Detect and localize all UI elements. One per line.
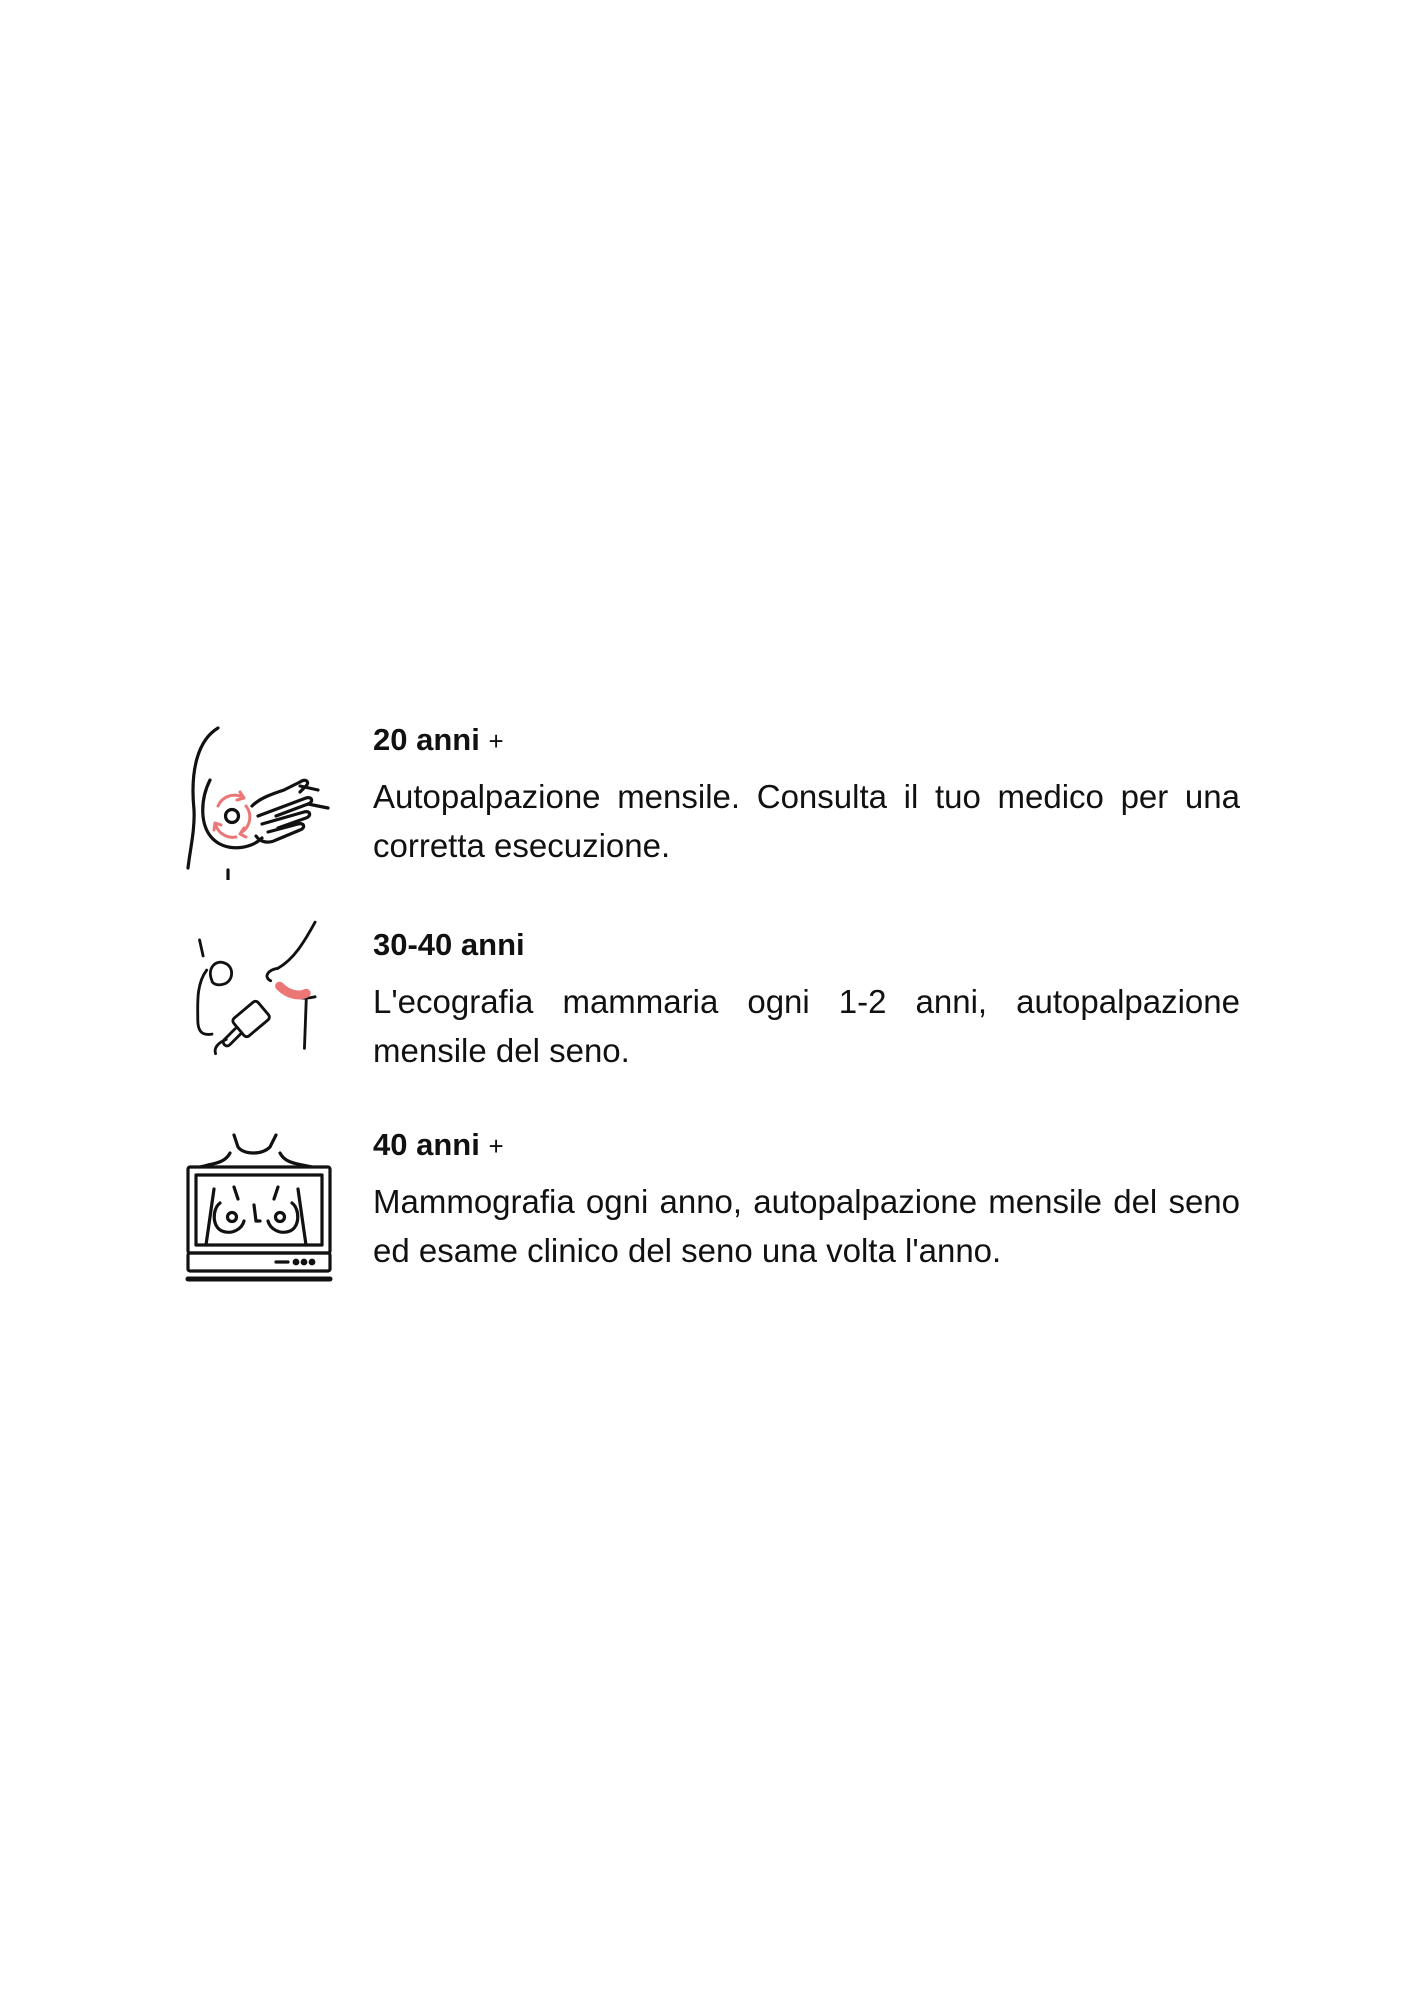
screening-description: L'ecografia mammaria ogni 1-2 anni, autopalpazione mensile del seno. <box>373 983 1240 1069</box>
screening-text-40 <box>373 1125 1240 1275</box>
age-heading <box>373 1125 1240 1165</box>
age-label: 30-40 anni <box>373 927 525 962</box>
screening-description: Mammografia ogni anno, autopalpazione mensile del seno ed esame clinico del seno una volta l'anno. <box>373 1183 1240 1269</box>
age-heading <box>373 925 1240 965</box>
breast-ultrasound-icon <box>180 915 340 1075</box>
screening-text-30-40 <box>373 925 1240 1075</box>
breast-self-exam-icon <box>180 720 340 880</box>
screening-description: Autopalpazione mensile. Consulta il tuo medico per una corretta esecuzione. <box>373 778 1240 864</box>
age-heading <box>373 720 1240 760</box>
age-plus: + <box>488 1131 504 1161</box>
screening-text-20 <box>373 720 1240 870</box>
age-label: 20 anni <box>373 722 480 757</box>
age-plus: + <box>488 726 504 756</box>
age-label: 40 anni <box>373 1127 480 1162</box>
mammography-screen-icon <box>180 1129 340 1289</box>
